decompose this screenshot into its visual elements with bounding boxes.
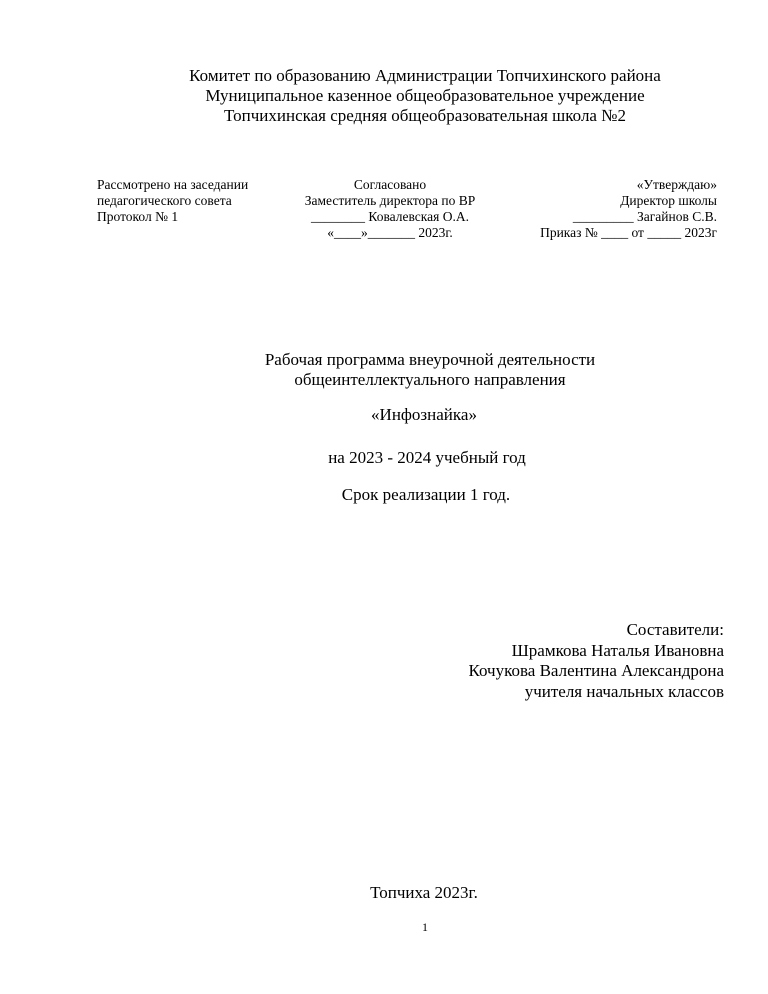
authors-label: Составители: [626, 620, 724, 639]
academic-year [0, 448, 768, 468]
agreed-date: «____»_______ 2023г. [327, 225, 453, 240]
approved-order: Приказ № ____ от _____ 2023г [540, 225, 717, 240]
program-title-line-1: Рабочая программа внеурочной деятельности [264, 350, 596, 369]
implementation-term-text: Срок реализации 1 год. [341, 485, 511, 504]
author-2: Кочукова Валентина Александрона [468, 661, 724, 680]
approval-block [97, 177, 717, 247]
header-institution-type: Муниципальное казенное общеобразовательное учреждение [205, 86, 645, 105]
approval-approved [540, 177, 717, 241]
reviewed-protocol: Протокол № 1 [97, 209, 179, 224]
reviewed-line-1: Рассмотрено на заседании [97, 177, 249, 192]
authors-block [468, 620, 724, 702]
agreed-title: Согласовано [353, 177, 427, 192]
authors-role: учителя начальных классов [524, 681, 724, 701]
program-title-line-2: общеинтеллектуального направления [294, 370, 566, 389]
program-name-text: «Инфознайка» [371, 405, 477, 424]
program-name [0, 405, 768, 425]
author-1: Шрамкова Наталья Ивановна [511, 640, 724, 660]
approved-position: Директор школы [620, 193, 717, 208]
city-year [0, 883, 768, 903]
header-committee: Комитет по образованию Администрации Топчихинского района [189, 66, 661, 85]
reviewed-line-2: педагогического совета [97, 193, 232, 208]
approved-title: «Утверждаю» [636, 177, 717, 192]
approved-signature: _________ Загайнов С.В. [572, 209, 717, 224]
program-title [230, 350, 630, 390]
implementation-term [0, 485, 768, 505]
page-number-text: 1 [422, 920, 428, 934]
document-header [110, 66, 740, 126]
approval-reviewed [97, 177, 248, 225]
academic-year-text: на 2023 - 2024 учебный год [328, 448, 526, 467]
agreed-position: Заместитель директора по ВР [304, 193, 476, 208]
page-number [0, 920, 768, 934]
approval-agreed [290, 177, 490, 241]
city-year-text: Топчиха 2023г. [370, 883, 478, 902]
agreed-signature: ________ Ковалевская О.А. [311, 209, 469, 224]
header-school-name: Топчихинская средняя общеобразовательная школа №2 [224, 106, 626, 125]
